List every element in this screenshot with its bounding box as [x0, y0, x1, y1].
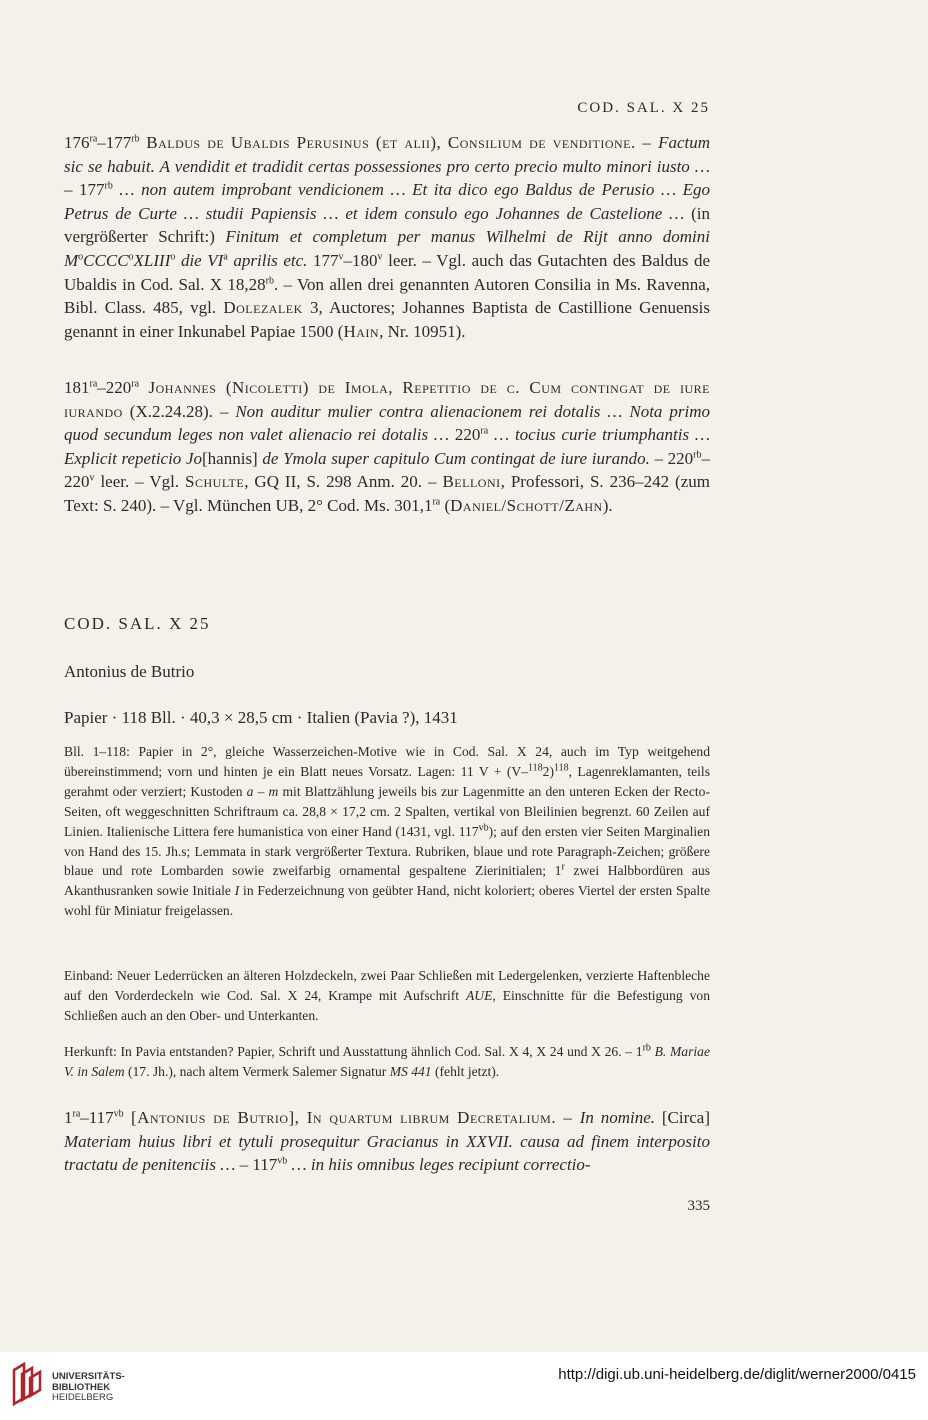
viewer-footer	[0, 1352, 928, 1420]
codex-description: Bll. 1–118: Papier in 2°, gleiche Wasserzeichen-Motive wie in Cod. Sal. X 24, auch im Typ weitgehend übereinstimmend; vorn und hinten je ein Blatt neues Vorsatz. Lagen: 11 $V + (V-^{118}2)^{118}$, Lagenreklamanten, teils gerahmt oder verziert; Kustoden a – m mit Blattzählung jeweils bis zur Lagenmitte an den unteren Ecken der Recto-Seiten, oft weggeschnitten Schriftraum ca. 28,8 × 17,2 cm. 2 Spalten, vertikal von Bleilinien begrenzt. 60 Zeilen auf Linien. Italienische Littera fere humanistica von einer Hand (1431, vgl. $117^{vb}$); auf den ersten vier Seiten Marginalien von Hand des 15. Jh.s; Lemmata in stark vergrößerter Textura. Rubriken, blaue und rote Paragraph-Zeichen; größere blaue und rote Lombarden sowie zweifarbig ornamental gespaltene Zierinitialen; 1$^r$ zwei Halbbordüren aus Akanthusranken sowie Initiale I in Federzeichnung von geübter Hand, nicht koloriert; oberes Viertel der ersten Spalte wohl für Miniatur freigelassen.	[64, 744, 710, 919]
permalink-url[interactable]: http://digi.ub.uni-heidelberg.de/diglit/werner2000/0415	[558, 1366, 916, 1383]
catalogue-entry-butrio: $1^{ra}-117^{vb}$ [Antonius de Butrio], In quartum librum Decretalium. – In nomine. [Circa] Materiam huius libri et tytuli prosequitur Gracianus in XXVII. causa ad finem interposito tractatu de penitenciis … – $117^{vb}$ … in hiis omnibus leges recipiunt correctio-	[64, 1108, 710, 1175]
library-name: UNIVERSITÄTS- BIBLIOTHEK HEIDELBERG	[52, 1371, 125, 1403]
entry-title: [Antonius de Butrio], In quartum librum Decretalium. –	[123, 1108, 580, 1127]
catalogue-entry-baldus: $176^{ra}-177^{rb}$ Baldus de Ubaldis Perusinus (et alii), Consilium de venditione. – Factum sic se habuit. A vendidit et tradidit certas possessiones pro certo precio multo minori iusto … – $177^{rb}$ … non autem improbant vendicionem … Et ita dico ego Baldus de Perusio … Ego Petrus de Curte … studii Papiensis … et idem consulo ego Johannes de Castelione … (in vergrößerter Schrift:) Finitum et completum per manus Wilhelmi de Rijt anno domini $M^oCCCC^oXLIII^o$ die $VI^a$ aprilis etc. 177$^v$–180$^v$ leer. – Vgl. auch das Gutachten des Baldus de Ubaldis in Cod. Sal. X $18,28^{rb}$. – Von allen drei genannten Autoren Consilia in Ms. Ravenna, Bibl. Class. 485, vgl. Dolezalek 3, Auctores; Johannes Baptista de Castillione Genuensis genannt in einer Inkunabel Papiae 1500 (Hain, Nr. 10951).	[64, 133, 711, 341]
entry-title: Johannes (Nicoletti) de Imola, Repetitio de c. Cum contingat de iure iurando	[64, 378, 710, 421]
herkunft-paragraph: Herkunft: In Pavia entstanden? Papier, Schrift und Ausstattung ähnlich Cod. Sal. X 4, X 24 und X 26. – $1^{rb}$ B. Mariae V. in Salem (17. Jh.), nach altem Vermerk Salemer Signatur MS 441 (fehlt jetzt).	[64, 1042, 711, 1079]
einband-paragraph: Einband: Neuer Lederrücken an älteren Holzdeckeln, zwei Paar Schließen mit Ledergelenken, verzierte Haftenbleche auf den Vorderdeckeln wie Cod. Sal. X 24, Krampe mit Aufschrift AUE, Einschnitte für die Befestigung von Schließen auch an den Ober- und Unterkanten.	[64, 968, 710, 1023]
catalogue-entry-imola: $181^{ra}-220^{ra}$ Johannes (Nicoletti) de Imola, Repetitio de c. Cum contingat de iure iurando (X.2.24.28). – Non auditur mulier contra alienacionem rei dotalis … Nota primo quod secundum leges non valet alienacio rei dotalis … $220^{ra}$ … tocius curie triumphantis … Explicit repeticio Jo[hannis] de Ymola super capitulo Cum contingat de iure iurando. – $220^{rb}-220^v$ leer. – Vgl. Schulte, GQ II, S. 298 Anm. 20. – Belloni, Professori, S. 236–242 (zum Text: S. 240). – Vgl. München UB, 2° Cod. Ms. $301,1^{ra}$ (Daniel/Schott/Zahn).	[64, 378, 711, 515]
running-head: COD. SAL. X 25	[577, 100, 710, 116]
codex-heading: COD. SAL. X 25	[64, 614, 211, 633]
page-number: 335	[687, 1198, 710, 1214]
codex-summary: Papier · 118 Bll. · 40,3 × 28,5 cm · Italien (Pavia ?), 1431	[64, 708, 458, 727]
library-logo-icon	[10, 1360, 44, 1408]
codex-author: Antonius de Butrio	[64, 662, 195, 681]
entry-title: Baldus de Ubaldis Perusinus (et alii), Consilium de venditione. –	[139, 133, 659, 152]
